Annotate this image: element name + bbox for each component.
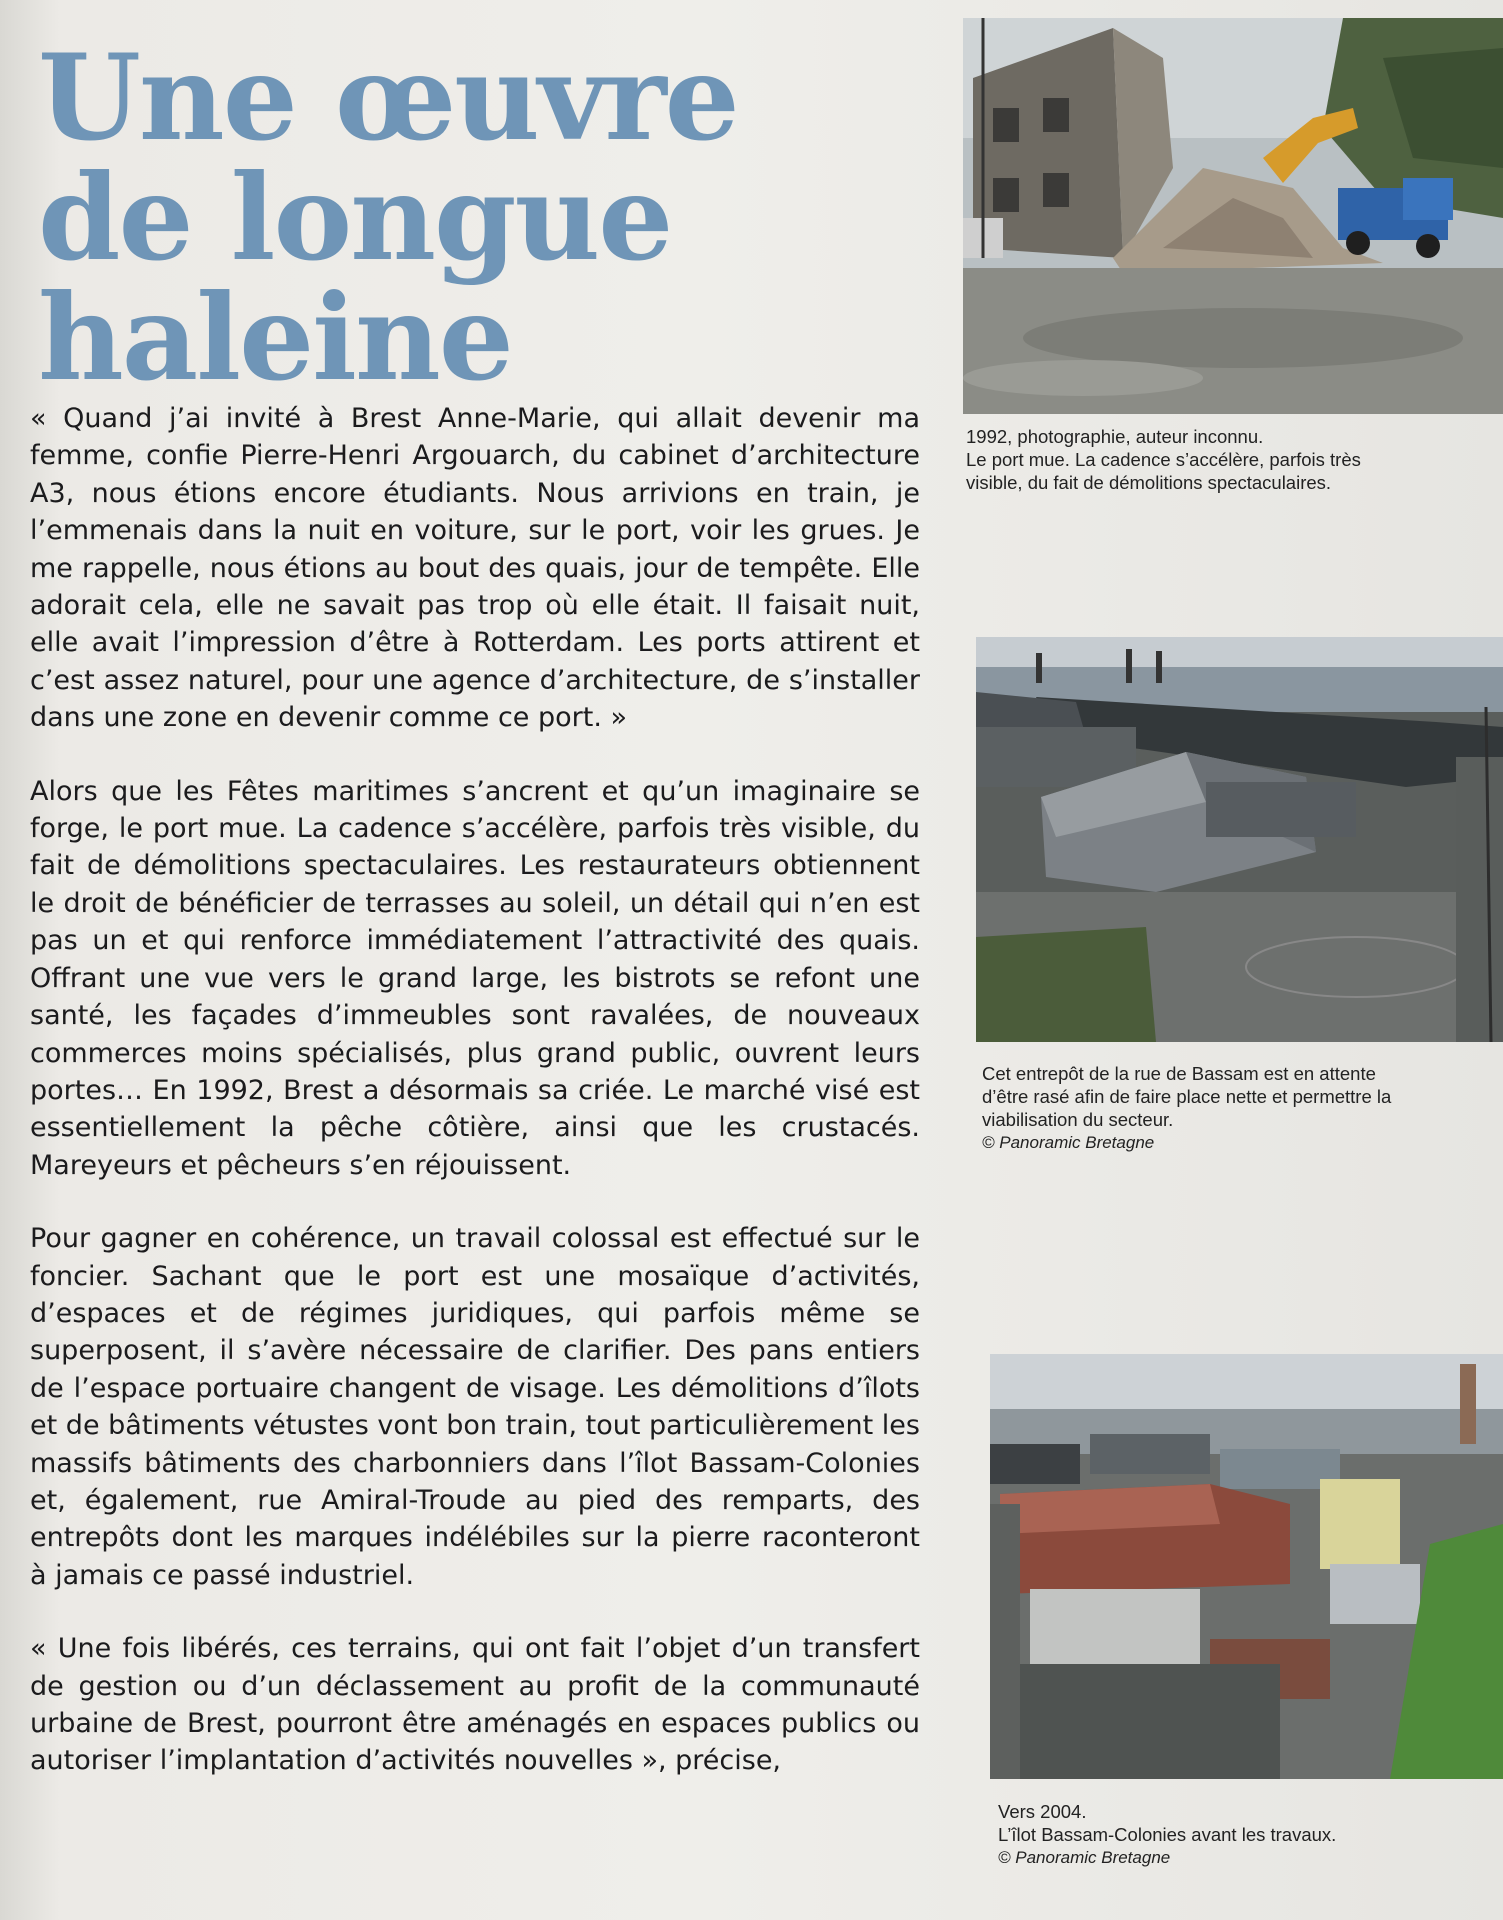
title-line-2: de longue	[38, 148, 672, 287]
paragraph-quote-terrains: « Une fois libérés, ces terrains, qui ont fait l’objet d’un transfert de gestion ou d’un déclassement au profit de la communauté urbaine de Brest, pourront être aménagés en espaces publics ou autoriser l’implantation d’activités nouvelles », précise,	[30, 1633, 920, 1777]
caption-3-line-1: Vers 2004.	[998, 1801, 1087, 1822]
title-line-3: haleine	[38, 268, 512, 407]
caption-1-line-3: visible, du fait de démolitions spectaculaires.	[966, 472, 1332, 493]
photo-ilot-bassam-colonies	[990, 1354, 1503, 1779]
paragraph-foncier: Pour gagner en cohérence, un travail colossal est effectué sur le foncier. Sachant que le port est une mosaïque d’activités, d’espaces et de régimes juridiques, qui parfois même se superposent, il s’avère nécessaire de clarifier. Des pans entiers de l’espace portuaire changent de visage. Les démolitions d’îlots et de bâtiments vétustes vont bon train, tout particulièrement les massifs bâtiments des charbonniers dans l’îlot Bassam-Colonies et, également, rue Amiral-Troude au pied des remparts, des entrepôts dont les marques indélébiles sur la pierre raconteront à jamais ce passé industriel.	[30, 1223, 920, 1591]
photo-demolition-1992	[963, 18, 1503, 414]
caption-3-credit: © Panoramic Bretagne	[998, 1848, 1171, 1867]
caption-2-line-1: Cet entrepôt de la rue de Bassam est en attente	[982, 1063, 1376, 1084]
caption-photo-3	[998, 1800, 1498, 1869]
caption-photo-2	[982, 1062, 1500, 1154]
article-body	[30, 400, 920, 1816]
caption-1-line-2: Le port mue. La cadence s’accélère, parfois très	[966, 449, 1361, 470]
caption-2-line-3: viabilisation du secteur.	[982, 1109, 1174, 1130]
caption-3-line-2: L’îlot Bassam-Colonies avant les travaux.	[998, 1824, 1337, 1845]
caption-2-credit: © Panoramic Bretagne	[982, 1133, 1155, 1152]
paragraph-quote-argouarch: « Quand j’ai invité à Brest Anne-Marie, qui allait devenir ma femme, confie Pierre-Henri Argouarch, du cabinet d’architecture A3, nous étions encore étudiants. Nous arrivions en train, je l’emmenais dans la nuit en voiture, sur le port, voir les grues. Je me rappelle, nous étions au bout des quais, jour de tempête. Elle adorait cela, elle ne savait pas trop où elle était. Il faisait nuit, elle avait l’impression d’être à Rotterdam. Les ports attirent et c’est assez naturel, pour une agence d’architecture, de s’installer dans une zone en devenir comme ce port. »	[30, 403, 920, 734]
photo-entrepot-bassam	[976, 637, 1503, 1042]
title-line-1: Une œuvre	[38, 28, 738, 167]
caption-1-line-1: 1992, photographie, auteur inconnu.	[966, 426, 1264, 447]
caption-photo-1	[966, 425, 1496, 494]
page-title	[38, 28, 918, 407]
caption-2-line-2: d’être rasé afin de faire place nette et permettre la	[982, 1086, 1392, 1107]
paragraph-port-mue: Alors que les Fêtes maritimes s’ancrent et qu’un imaginaire se forge, le port mue. La cadence s’accélère, parfois très visible, du fait de démolitions spectaculaires. Les restaurateurs obtiennent le droit de bénéficier de terrasses au soleil, un détail qui n’en est pas un et qui renforce immédiatement l’attractivité des quais. Offrant une vue vers le grand large, les bistrots se refont une santé, les façades d’immeubles sont ravalées, de nouveaux commerces moins spécialisés, plus grand public, ouvrent leurs portes… En 1992, Brest a désormais sa criée. Le marché visé est essentiellement la pêche côtière, ainsi que les crustacés. Mareyeurs et pêcheurs s’en réjouissent.	[30, 775, 920, 1181]
